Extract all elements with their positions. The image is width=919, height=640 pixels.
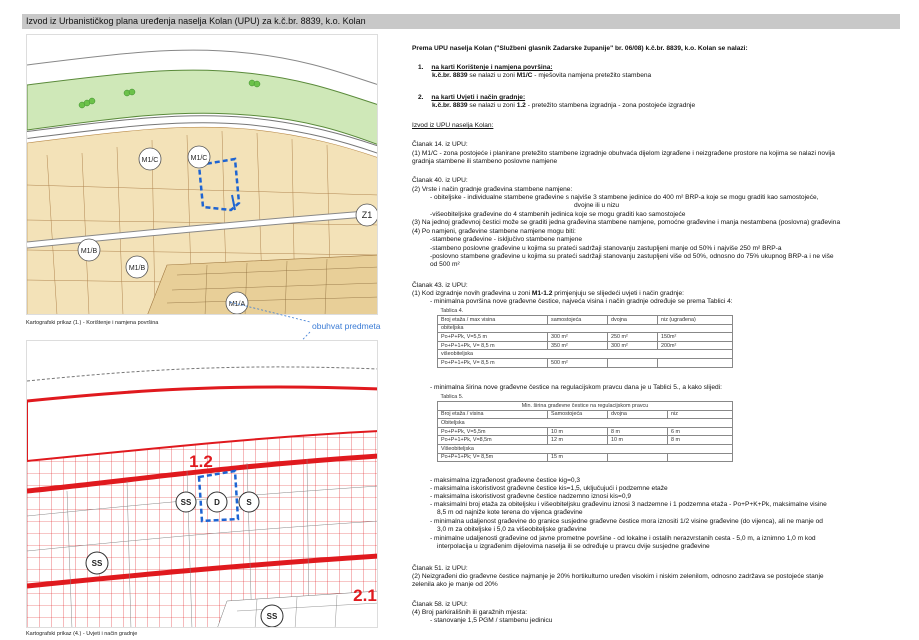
zone-code: M1-1.2 [531,290,553,297]
article-58-line: - stanovanje 1,5 PGM / stambenu jedinicu [430,617,553,624]
article-58-heading: Članak 58. iz UPU: [412,601,468,608]
article-14-line: (1) M1/C - zona postojeće i planirane pretežito stambene izgradnje obuhvaća dijelom izgrađene i neizgrađene prostore na kojima se nalazi novija [412,150,835,157]
table-cell [608,359,658,368]
izvod-heading: Izvod iz UPU naselja Kolan: [412,122,494,129]
zone-label: SS [180,498,192,507]
table-header-row [438,316,733,325]
table-row [438,359,733,368]
article-40-heading: Članak 40. iz UPU: [412,177,468,184]
table-header-row [438,410,733,419]
map2-caption: Kartografski prikaz (4.) - Uvjeti i način gradnje [26,631,138,637]
article-40-line: -višeobiteljske građevine do 4 stambenih jedinica koje se mogu graditi kao samostojeće [430,211,686,218]
table-cell: 15 m [548,453,608,462]
article-58-line: (4) Broj parkirališnih ili garažnih mjesta: [412,609,528,616]
table-cell: Po+P+1+Pk, V= 8,5 m [438,359,548,368]
table-header: Broj etaža / visina [438,410,548,419]
item2-title: na karti Uvjeti i način gradnje: [431,94,526,101]
table-cell: Po+P+Pk, V=5,5 m [438,333,548,342]
article-40-line: (4) Po namjeni, građevine stambene namjene mogu biti: [412,228,576,235]
article-43-bullet: - maksimalni broj etaža za obiteljsku i višeobiteljsku građevinu iznosi 3 nadzemne i 1 podzemna etaža - Po+P+K+Pk, maksimalne visine [430,501,827,508]
article-43-text: primjenjuju se slijedeći uvjeti i način gradnje: [552,290,684,297]
article-14-line: gradnja stambene ili stambeno poslovne namjene [412,158,558,165]
table-cell: Po+P+1+Pk; V= 8,5m [438,453,548,462]
item2 [418,94,525,102]
table-cell [608,453,668,462]
zone-label: 1.2 [189,452,213,471]
table-cell [658,359,733,368]
zone-code: M1/C [516,72,533,79]
table-caption: Tablica 4. [440,308,464,315]
table-header: Samostojeća [548,410,608,419]
article-43-bullet: 8,5 m od najniže kote terena do vijenca građevine [437,509,583,516]
land-use-map [26,34,378,315]
zone-label: SS [91,559,103,568]
zone-label: Z1 [361,210,373,220]
table-row [438,436,733,445]
article-43-bullet: 3,0 m za obiteljske i 5,0 za višeobiteljske građevine [437,526,587,533]
article-43-bullet: - maksimalna iskoristivost građevne čestice kis=1,5, uključujući i podzemne etaže [430,485,668,492]
zone-label: S [246,498,252,507]
table-row [438,341,733,350]
article-51-line: (2) Neizgrađeni dio građevne čestice najmanje je 20% hortikulturno uređen visokim i niskim zelenilom, odnosno zadržava se postojeće stanje [412,573,824,580]
zone-label: M1/A [228,301,246,308]
table-cell: Po+P+Pk, V=5,5m [438,427,548,436]
item2-desc: - pretežito stambena izgradnja - zona postojeće izgradnje [525,102,696,109]
item2-number: 2. [418,94,424,101]
article-51-heading: Članak 51. iz UPU: [412,565,468,572]
map1-caption: Kartografski prikaz (1.) - Korištenje i namjena površina [26,320,159,326]
table-4 [437,307,733,368]
zone-label: M1/C [141,157,159,164]
table-section: Višeobiteljska [438,445,733,454]
table-section: Obiteljska [438,419,733,428]
item1-title: na karti Korištenje i namjena površina: [431,64,553,71]
article-40-line: od 500 m² [430,261,460,268]
table-header: niz (ugrađena) [658,316,733,325]
zone-label: SS [266,612,278,621]
item2-text: se nalazi u zoni [467,102,517,109]
zone-code: 1.2 [516,102,526,109]
article-40-line: (3) Na jednoj građevnoj čestici može se graditi jedna građevina stambene namjene, pomoćne građevine i manja nestambena (poslovna) građevina [412,219,841,226]
zone-label: M1/B [128,265,146,272]
table-cell: 200m² [658,341,733,350]
building-conditions-map-graphic [27,341,378,628]
zone-label: D [214,498,220,507]
article-43-bullet: - minimalne udaljenosti građevine od javne prometne površine - od lokalne i ostalih nerazvrstanih cesta - 5,0 m, a iznimno 1,0 m kod [430,535,816,542]
article-43-heading: Članak 43. iz UPU: [412,282,468,289]
article-43-line [412,290,684,298]
table-header: samostojeća [548,316,608,325]
table-caption: Tablica 5. [440,394,464,401]
article-43-text: (1) Kod izgradnje novih građevina u zoni [412,290,532,297]
article-40-line: -stambeno poslovne građevine u kojima su prateći sadržaji stanovanju zastupljeni manje od 50% i najviše 250 m² BRP-a [430,245,782,252]
parcel-number: k.č.br. 8839 [432,102,468,109]
article-40-line: - obiteljske - individualne stambene građevine s najviše 3 stambene jedinice do 400 m² BRP-a koje se mogu graditi kao samostojeće, [430,194,819,201]
article-14-heading: Članak 14. iz UPU: [412,141,468,148]
table-cell: 10 m [548,427,608,436]
table-header: Broj etaža / max visina [438,316,548,325]
article-43-bullet: - maksimalna izgrađenost građevne čestice kig=0,3 [430,477,581,484]
table-section: višeobiteljska [438,350,733,359]
building-conditions-map [26,340,378,628]
parcel-number: k.č.br. 8839 [432,72,468,79]
item1-text: se nalazi u zoni [467,72,517,79]
article-43-line: - minimalna površina nove građevne čestice, najveća visina i način gradnje određuje se prema Tablici 4: [430,298,733,305]
obuhvat-label: obuhvat predmeta [312,321,381,331]
item1 [418,64,553,72]
zone-label: 2.1 [353,586,377,605]
table-header: dvojna [608,410,668,419]
article-43-bullet: - minimalna udaljenost građevine do granice susjedne građevne čestice mora iznositi 1/2 visine građevine (do vijenca), ali ne manje od [430,518,823,525]
table-cell [668,453,733,462]
table-row [438,453,733,462]
article-40-line: -poslovno stambene građevine u kojima su prateći sadržaji stanovanju zastupljeni više od 50%, odnosno do 75% ukupnog BRP-a i ne više [430,253,834,260]
table-cell: 12 m [548,436,608,445]
table-cell: 8 m [608,427,668,436]
table-section: obiteljska [438,324,733,333]
table-cell: 10 m [608,436,668,445]
table-cell: Po+P+1+Pk, V=8,5m [438,436,548,445]
table-cell: 150m² [658,333,733,342]
item1-number: 1. [418,64,424,71]
zone-label: M1/C [190,155,208,162]
item1-body [432,72,651,80]
table-title: Min. širina građevne čestice na regulacijskom pravcu [438,402,733,411]
article-43-bullet: - maksimalna iskoristivost građevne čestice nadzemno iznosi kis=0,9 [430,493,632,500]
table-cell: Po+P+1+Pk, V= 8,5 m [438,341,548,350]
article-43-line: - minimalna širina nove građevne čestice na regulacijskom pravcu dana je u Tablici 5., a kako slijedi: [430,384,722,391]
document-title-bar: Izvod iz Urbanističkog plana uređenja naselja Kolan (UPU) za k.č.br. 8839, k.o. Kolan [22,14,900,29]
table-header: niz [668,410,733,419]
article-40-line: dvojne ili u nizu [574,202,620,209]
article-40-line: (2) Vrste i način gradnje građevina stambene namjene: [412,186,573,193]
item2-body [432,102,695,110]
table-cell: 350 m² [548,341,608,350]
table-cell: 250 m² [608,333,658,342]
item1-desc: - mješovita namjena pretežito stambena [532,72,652,79]
land-use-map-graphic [27,35,378,315]
article-51-line: zelenila ako je manje od 20% [412,581,498,588]
table-row [438,333,733,342]
intro-text: Prema UPU naselja Kolan ("Službeni glasnik Zadarske županije" br. 06/08) k.č.br. 8839, k.o. Kolan se nalazi: [412,45,748,52]
table-header: dvojna [608,316,658,325]
table-cell: 300 m² [548,333,608,342]
table-5 [437,393,733,462]
table-cell: 6 m [668,427,733,436]
table-cell: 500 m² [548,359,608,368]
table-cell: 300 m² [608,341,658,350]
article-43-bullet: interpolacija u izgrađenim dijelovima naselja ili se određuje u pravcu dvije susjedne građevine [437,543,710,550]
article-40-line: -stambene građevine - isključivo stambene namjene [430,236,583,243]
zone-label: M1/B [80,248,98,255]
table-cell: 8 m [668,436,733,445]
table-row [438,427,733,436]
